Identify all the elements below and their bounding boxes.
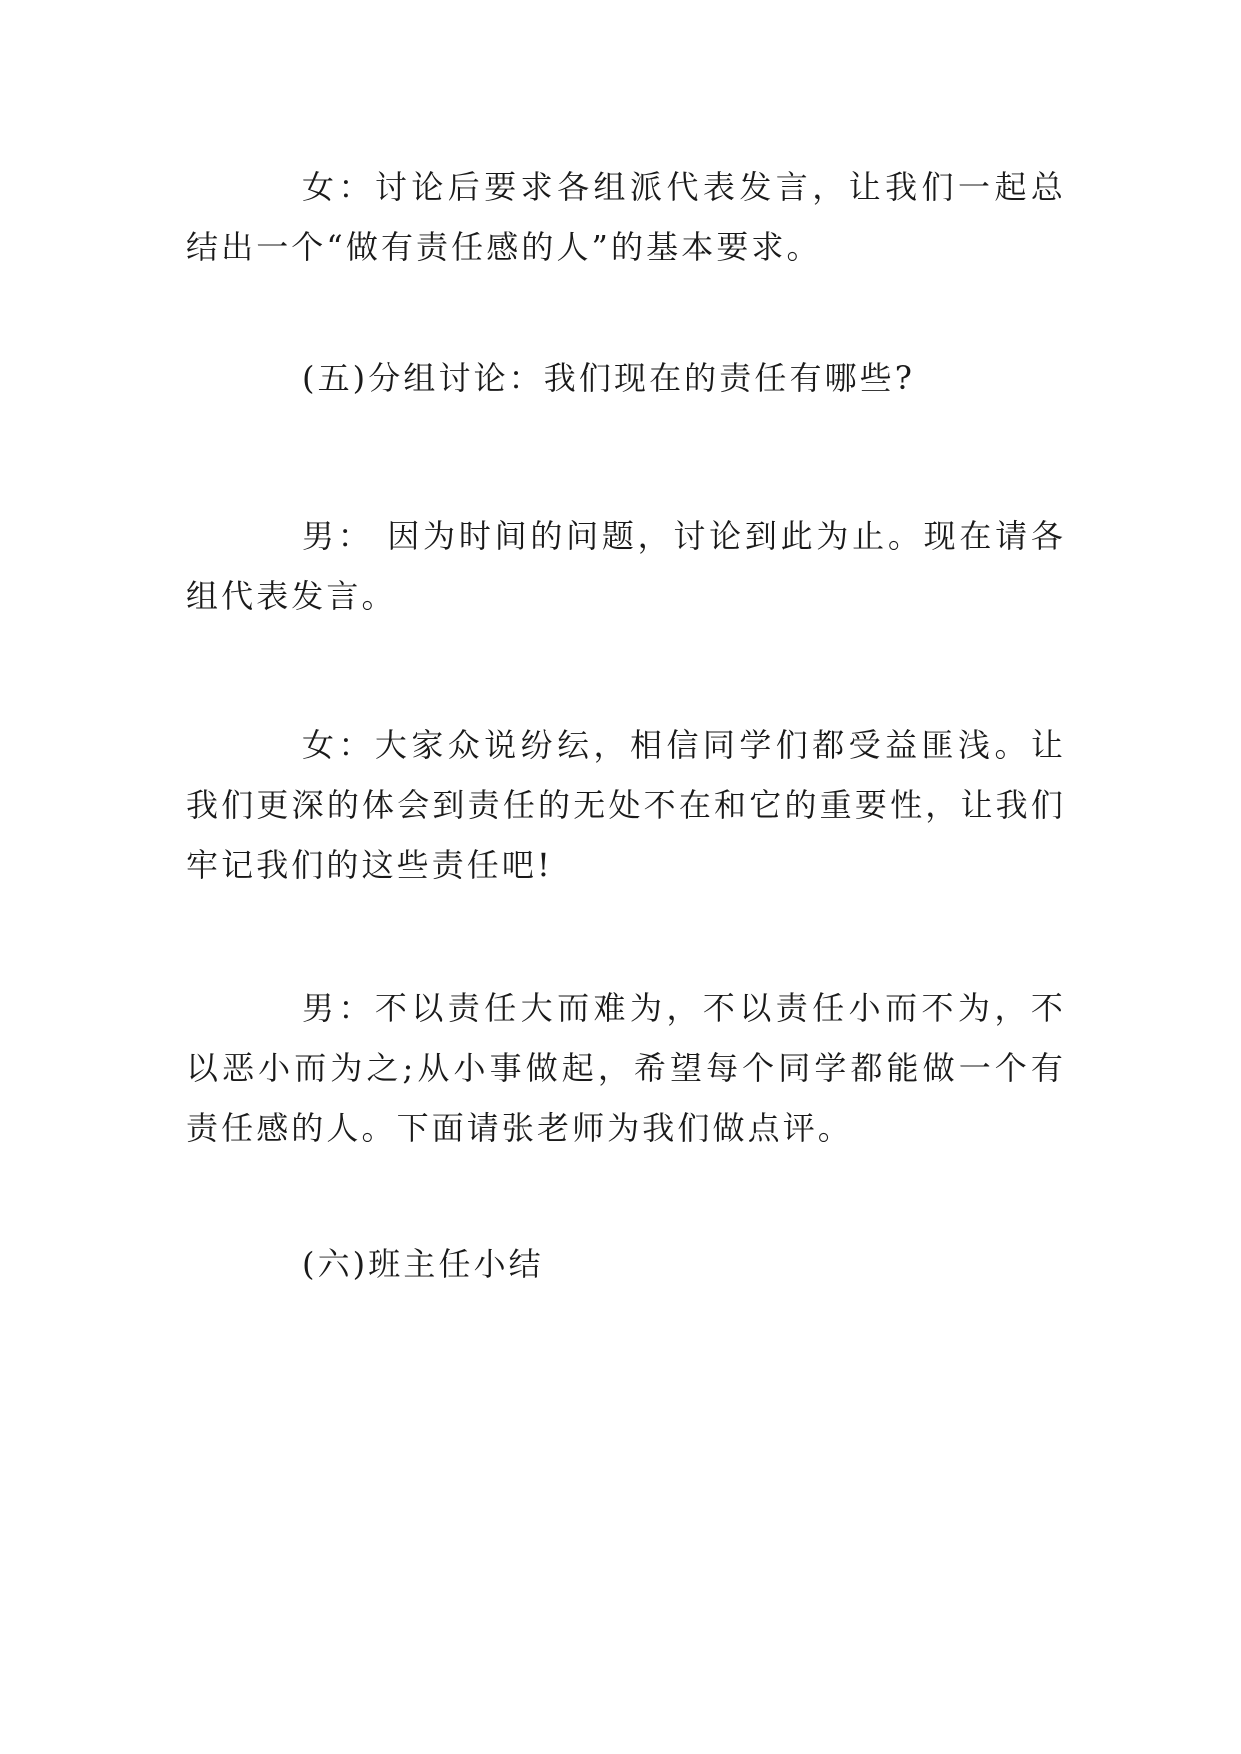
paragraph-male-small-things: 男：不以责任大而难为，不以责任小而不为，不以恶小而为之;从小事做起，希望每个同学都能做一个有责任感的人。下面请张老师为我们做点评。: [186, 989, 1066, 1147]
paragraph-male-time-up: 男： 因为时间的问题，讨论到此为止。现在请各组代表发言。: [186, 517, 1066, 615]
section-heading-group-discussion: (五)分组讨论：我们现在的责任有哪些?: [302, 359, 916, 397]
paragraph-female-responsibility: 女：大家众说纷纭，相信同学们都受益匪浅。让我们更深的体会到责任的无处不在和它的重要性，让我们牢记我们的这些责任吧!: [186, 726, 1066, 884]
section-heading-teacher-summary: (六)班主任小结: [302, 1245, 544, 1283]
paragraph-female-discussion-summary: 女：讨论后要求各组派代表发言，让我们一起总结出一个“做有责任感的人”的基本要求。: [186, 168, 1066, 266]
